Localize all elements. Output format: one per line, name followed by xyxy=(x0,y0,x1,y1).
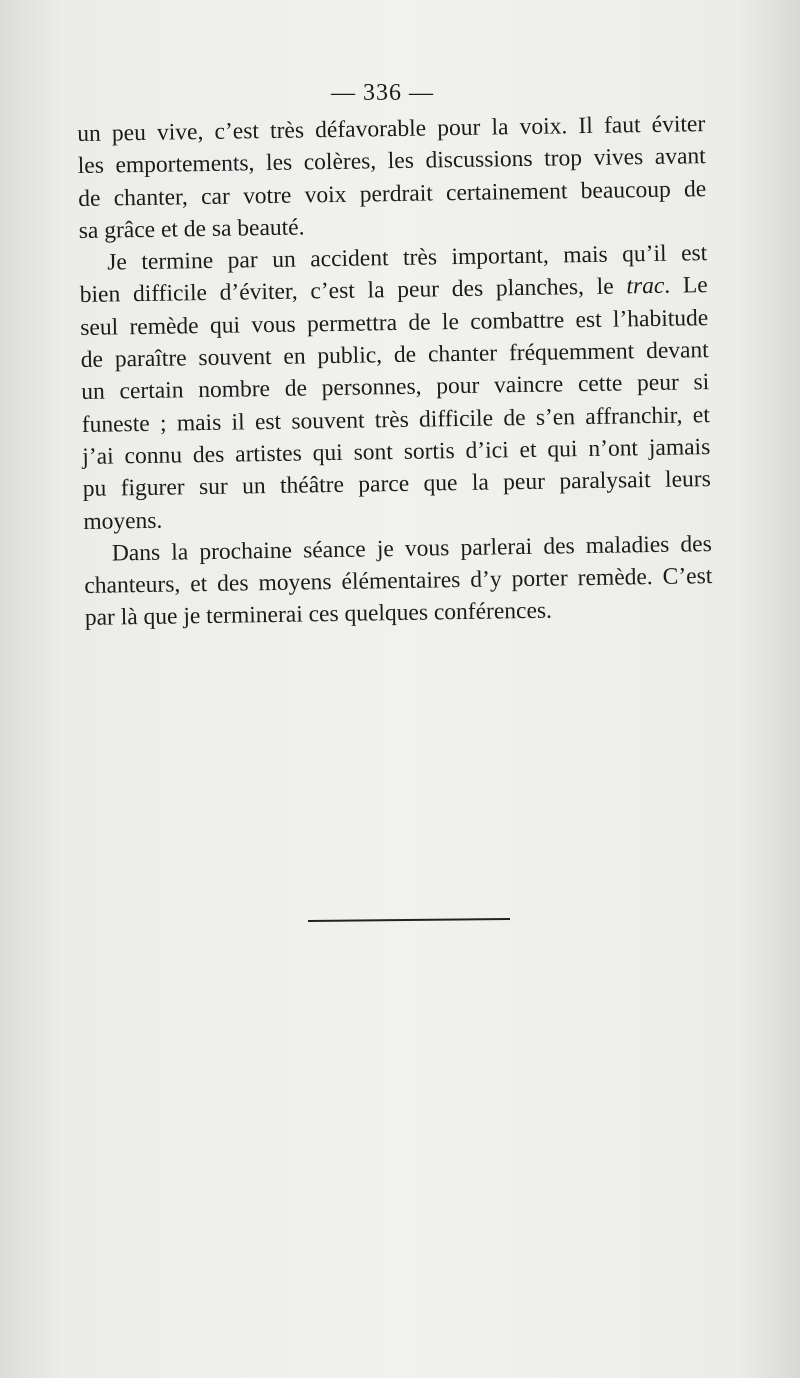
text-line: seul remède qui vous permettra de le combattre est l’habitude xyxy=(80,304,709,341)
paragraph-2-continued xyxy=(80,270,712,538)
text-line: les emportements, les colères, les discussions trop vives avant xyxy=(77,143,706,180)
text-line: de chanter, car votre voix perdrait certainement beaucoup de xyxy=(78,175,707,212)
text-line: bien difficile d’éviter, c’est la peur des planches, le trac. Le xyxy=(79,272,708,309)
text-line: j’ai connu des artistes qui sont sortis d’ici et qui n’ont jamais xyxy=(82,434,711,470)
end-rule xyxy=(308,918,510,922)
paragraph-1 xyxy=(77,108,707,247)
text-line: Je termine par un accident très important, mais qu’il est xyxy=(107,240,708,276)
body-text xyxy=(77,108,713,635)
page-number: — 336 — xyxy=(331,80,434,106)
text-line: par là que je terminerai ces quelques conférences. xyxy=(84,598,553,632)
italic-term: trac xyxy=(626,273,665,300)
text-line: un certain nombre de personnes, pour vaincre cette peur si xyxy=(81,369,710,406)
text-line: chanteurs, et des moyens élémentaires d’y porter remède. C’est xyxy=(84,563,713,600)
text-line: funeste ; mais il est souvent très difficile de s’en affranchir, et xyxy=(81,401,710,438)
text-line: de paraître souvent en public, de chanter fréquemment devant xyxy=(80,337,709,374)
text-line: moyens. xyxy=(83,507,163,535)
text-line: pu figurer sur un théâtre parce que la peur paralysait leurs xyxy=(82,466,711,503)
text-line: Dans la prochaine séance je vous parlerai des maladies des xyxy=(111,530,712,567)
text-line: sa grâce et de sa beauté. xyxy=(78,214,305,244)
paragraph-3-continued xyxy=(84,560,713,634)
text-line: un peu vive, c’est très défavorable pour la voix. Il faut éviter xyxy=(77,111,706,147)
